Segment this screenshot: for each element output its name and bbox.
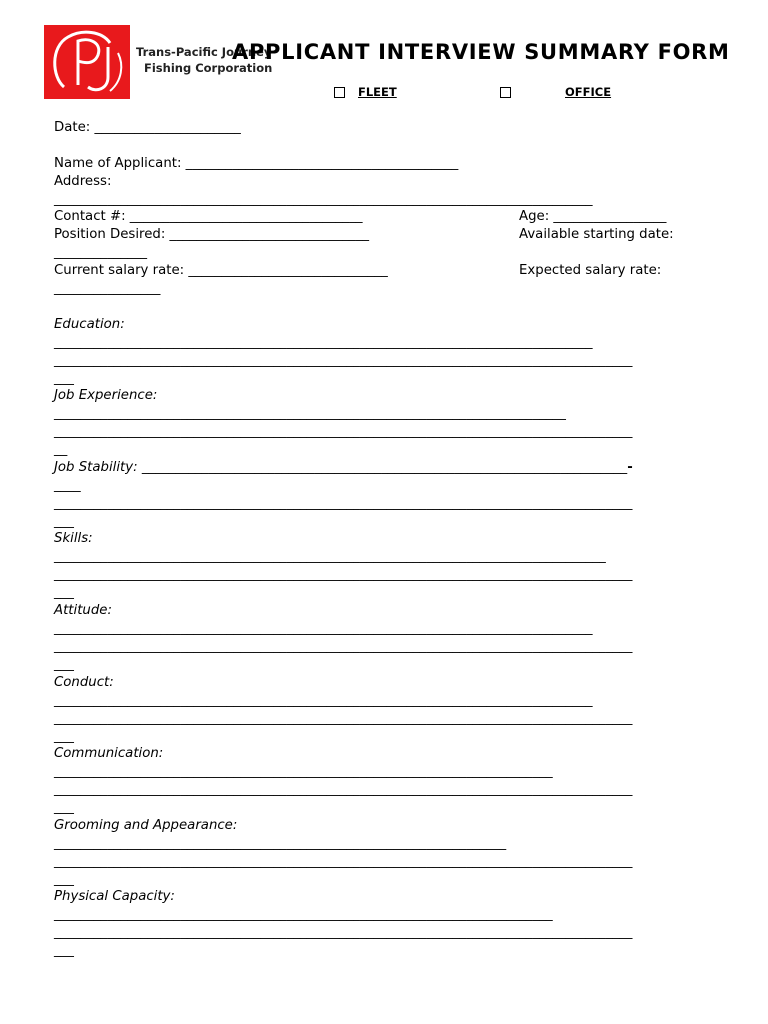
physical-capacity-line[interactable]: ___________________________________________________________________________: [54, 907, 553, 922]
conduct-label: Conduct:: [54, 675, 114, 690]
date-field[interactable]: Date: ______________________: [54, 120, 241, 135]
current-salary-field[interactable]: Current salary rate: ______________________________: [54, 263, 388, 278]
conduct-line[interactable]: _________________________________________________________________________________: [54, 693, 593, 708]
job-stability-line[interactable]: ____: [54, 478, 81, 493]
attitude-line[interactable]: _________________________________________________________________________________: [54, 621, 593, 636]
company-name-line2: Fishing Corporation: [144, 61, 273, 75]
education-line[interactable]: ___: [54, 371, 74, 386]
education-line[interactable]: _______________________________________________________________________________________: [54, 353, 633, 368]
education-label: Education:: [54, 317, 125, 332]
job-stability-row: [54, 460, 633, 475]
grooming-line[interactable]: ___: [54, 872, 74, 887]
grooming-label: Grooming and Appearance:: [54, 818, 238, 833]
job-experience-line[interactable]: __: [54, 442, 68, 457]
education-line[interactable]: _________________________________________________________________________________: [54, 335, 593, 350]
job-stability-dash: -: [627, 460, 633, 475]
start-date-label: Available starting date:: [519, 227, 674, 242]
skills-line[interactable]: ___: [54, 585, 74, 600]
skills-label: Skills:: [54, 531, 93, 546]
physical-capacity-line[interactable]: ___: [54, 943, 74, 958]
job-experience-line[interactable]: _____________________________________________________________________________: [54, 406, 566, 421]
job-stability-line[interactable]: _________________________________________________________________________: [141, 460, 628, 475]
skills-line[interactable]: _______________________________________________________________________________________: [54, 567, 633, 582]
job-experience-line[interactable]: _______________________________________________________________________________________: [54, 424, 633, 439]
expected-salary-label: Expected salary rate:: [519, 263, 662, 278]
address-label: Address:: [54, 174, 112, 189]
office-checkbox[interactable]: [500, 87, 511, 98]
form-title: APPLICANT INTERVIEW SUMMARY FORM: [232, 40, 730, 64]
contact-field[interactable]: Contact #: ___________________________________: [54, 209, 363, 224]
conduct-line[interactable]: _______________________________________________________________________________________: [54, 711, 633, 726]
skills-line[interactable]: ___________________________________________________________________________________: [54, 549, 606, 564]
attitude-label: Attitude:: [54, 603, 112, 618]
fleet-label: FLEET: [358, 85, 397, 99]
grooming-line[interactable]: ____________________________________________________________________: [54, 836, 507, 851]
job-stability-label: Job Stability:: [54, 460, 142, 475]
company-logo: [44, 25, 130, 99]
fleet-checkbox[interactable]: [334, 87, 345, 98]
position-desired-field[interactable]: Position Desired: ______________________________: [54, 227, 369, 242]
age-field[interactable]: Age: _________________: [519, 209, 667, 224]
start-date-field[interactable]: ______________: [54, 245, 148, 260]
physical-capacity-label: Physical Capacity:: [54, 889, 175, 904]
company-name-line1: Trans-Pacific Journey: [136, 45, 272, 59]
communication-label: Communication:: [54, 746, 164, 761]
communication-line[interactable]: ___________________________________________________________________________: [54, 764, 553, 779]
expected-salary-field[interactable]: ________________: [54, 281, 161, 296]
address-field[interactable]: _________________________________________________________________________________: [54, 192, 593, 207]
job-experience-label: Job Experience:: [54, 388, 158, 403]
grooming-line[interactable]: _______________________________________________________________________________________: [54, 854, 633, 869]
communication-line[interactable]: ___: [54, 800, 74, 815]
job-stability-line[interactable]: ___: [54, 514, 74, 529]
applicant-name-field[interactable]: Name of Applicant: _________________________________________: [54, 156, 459, 171]
office-label: OFFICE: [565, 85, 612, 99]
attitude-line[interactable]: ___: [54, 657, 74, 672]
job-stability-line[interactable]: _______________________________________________________________________________________: [54, 496, 633, 511]
physical-capacity-line[interactable]: _______________________________________________________________________________________: [54, 925, 633, 940]
conduct-line[interactable]: ___: [54, 729, 74, 744]
communication-line[interactable]: _______________________________________________________________________________________: [54, 782, 633, 797]
attitude-line[interactable]: _______________________________________________________________________________________: [54, 639, 633, 654]
